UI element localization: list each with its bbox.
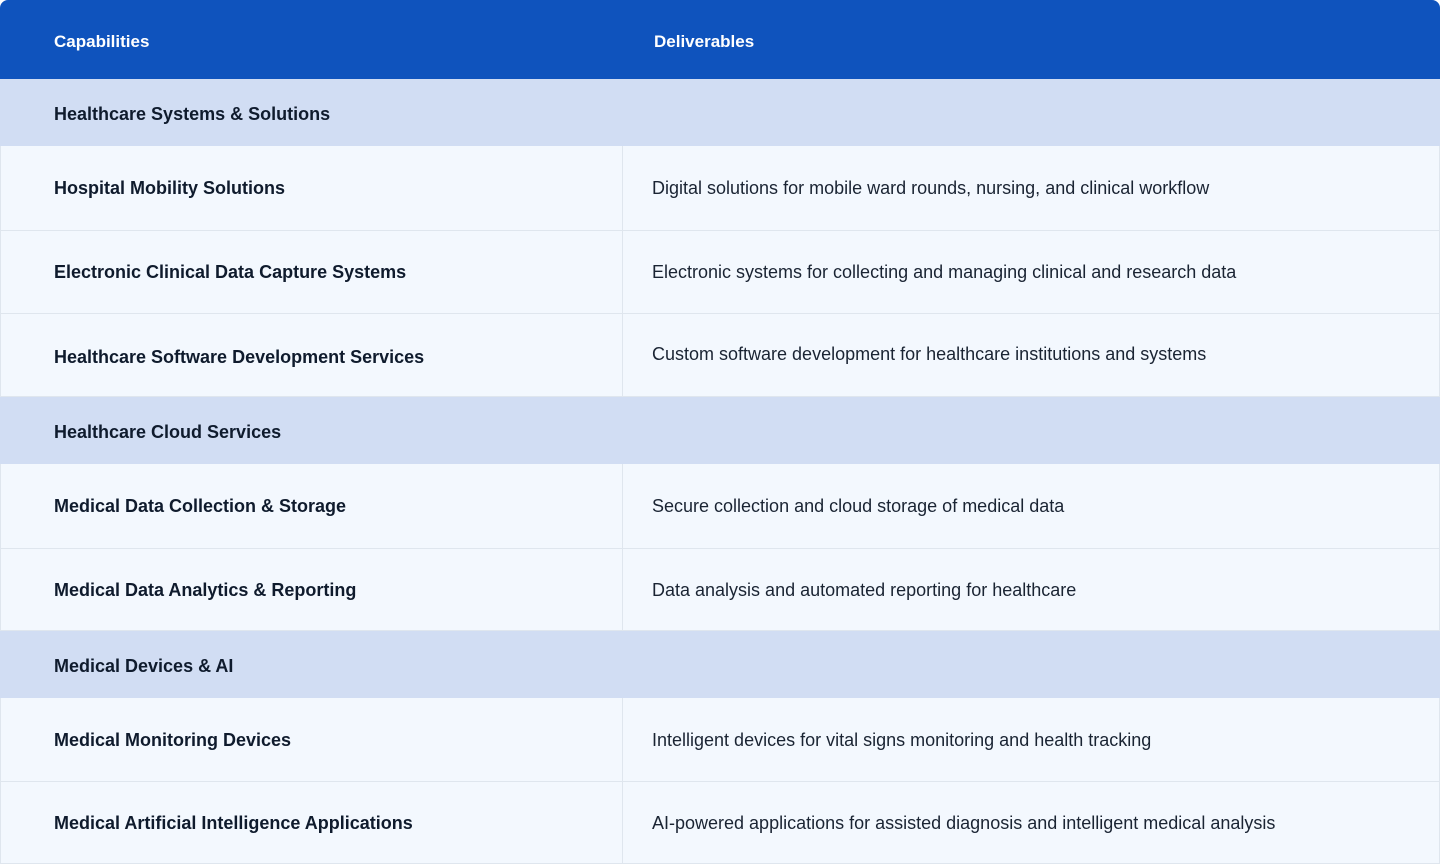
- column-divider: [622, 231, 623, 314]
- table-row: [0, 231, 1440, 314]
- deliverable-cell: Secure collection and cloud storage of medical data: [652, 496, 1065, 516]
- column-divider: [622, 464, 623, 549]
- deliverable-cell: Custom software development for healthcare institutions and systems: [652, 344, 1207, 364]
- column-divider: [622, 782, 623, 864]
- table-header: [0, 0, 1440, 79]
- column-divider: [622, 146, 623, 231]
- deliverable-cell: Intelligent devices for vital signs monitoring and health tracking: [652, 729, 1152, 750]
- table-row: [0, 549, 1440, 631]
- deliverable-cell: AI-powered applications for assisted diagnosis and intelligent medical analysis: [652, 812, 1276, 833]
- section-title: Medical Devices & AI: [54, 656, 234, 676]
- column-divider: [622, 549, 623, 631]
- column-divider: [622, 698, 623, 782]
- deliverable-cell: Electronic systems for collecting and managing clinical and research data: [652, 262, 1237, 282]
- section-header: [0, 397, 1440, 464]
- column-divider: [622, 314, 623, 397]
- section-header: [0, 631, 1440, 698]
- section-title: Healthcare Cloud Services: [54, 422, 282, 442]
- table-row: [0, 146, 1440, 231]
- capability-cell: Medical Artificial Intelligence Applications: [54, 812, 413, 833]
- capability-cell: Medical Data Collection & Storage: [54, 496, 347, 516]
- section-title: Healthcare Systems & Solutions: [54, 104, 331, 124]
- capability-cell: Hospital Mobility Solutions: [54, 178, 285, 198]
- header-deliverables: Deliverables: [654, 32, 755, 51]
- table-row: [0, 314, 1440, 397]
- table-row: [0, 464, 1440, 549]
- capability-cell: Medical Data Analytics & Reporting: [54, 579, 357, 600]
- capability-cell: Healthcare Software Development Services: [54, 347, 425, 367]
- header-capabilities: Capabilities: [54, 32, 150, 51]
- deliverable-cell: Digital solutions for mobile ward rounds, nursing, and clinical workflow: [652, 178, 1210, 198]
- table-row: [0, 782, 1440, 864]
- capability-cell: Electronic Clinical Data Capture Systems: [54, 262, 407, 282]
- section-header: [0, 79, 1440, 146]
- deliverable-cell: Data analysis and automated reporting for healthcare: [652, 579, 1077, 600]
- table-row: [0, 698, 1440, 782]
- capability-cell: Medical Monitoring Devices: [54, 729, 292, 750]
